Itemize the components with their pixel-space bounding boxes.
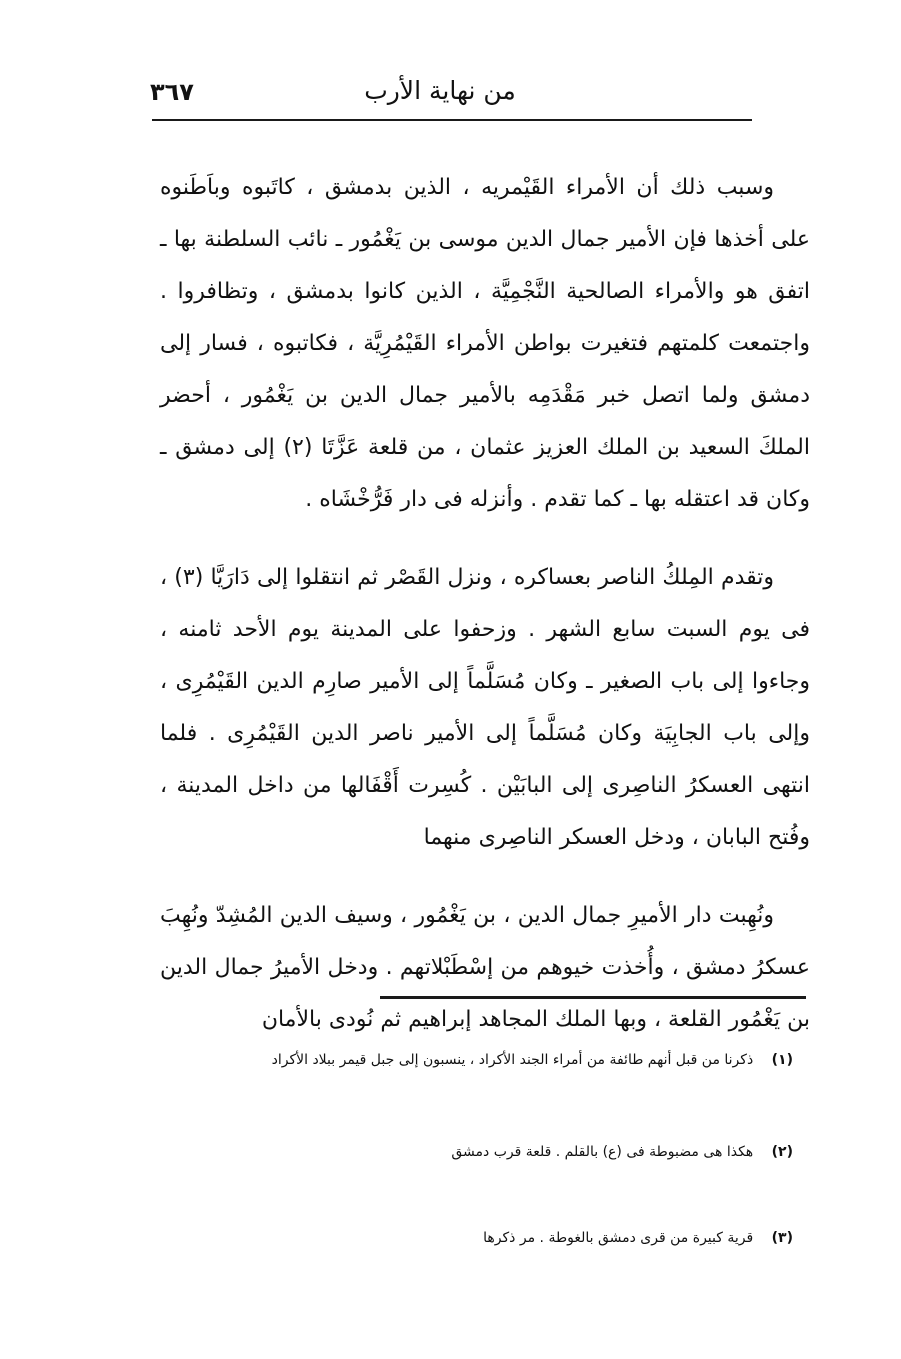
paragraph-2: وتقدم المِلكُ الناصر بعساكره ، ونزل القَصْر ثم انتقلوا إلى دَارَيَّا (٣) ، فى يوم السبت سابع الشهر . وزحفوا على المدينة يوم الأحد ثامنه ، وجاءوا إلى باب الصغير ـ وكان مُسَلَّماً إلى الأمير صارِم الدين القَيْمُرِى ، وإلى باب الجابِيَة وكان مُسَلَّماً إلى الأمير ناصر الدين القَيْمُرِى . فلما انتهى العسكرُ الناصِرى إلى البابَيْن . كُسِرت أَقْفَالها من داخل المدينة ، وفُتح البابان ، ودخل العسكر الناصِرى منهما xyxy=(160,565,810,850)
paragraph-3: ونُهِبت دار الأميرِ جمال الدين ، بن يَغْمُور ، وسيف الدين المُشِدّ ونُهِبَ عسكرُ دمشق ، وأُخذت خيوهم من إسْطَبْلاتهم . ودخل الأميرُ جمال الدين بن يَغْمُور القلعة ، وبها الملك المجاهد إبراهيم ثم نُودى بالأمان xyxy=(160,903,810,1032)
paragraph-1: وسبب ذلك أن الأمراء القَيْمريه ، الذين بدمشق ، كاتَبوه وباَطَنوه على أخذها فإن الأمير جمال الدين موسى بن يَغْمُور ـ نائب السلطنة بها ـ اتفق هو والأمراء الصالحية النَّجْمِيَّة ، الذين كانوا بدمشق ، وتظافروا . واجتمعت كلمتهم فتغيرت بواطن الأمراء القَيْمُرِيَّة ، فكاتبوه ، فسار إلى دمشق ولما اتصل خبر مَقْدَمِه بالأمير جمال الدين بن يَغْمُور ، أحضر الملكَ السعيد بن الملك العزيز عثمان ، من قلعة عَزَّتَا (٢) إلى دمشق ـ وكان قد اعتقله بها ـ كما تقدم . وأنزله فى دار فَرُّخْشَاه . xyxy=(160,175,810,512)
page-number: ٣٦٧ xyxy=(150,78,194,106)
footnote-number: (٢) xyxy=(771,1144,793,1160)
footnote-number: (١) xyxy=(771,1052,793,1068)
footnote-3 xyxy=(173,1228,793,1248)
footnote-text: قرية كبيرة من قرى دمشق بالغوطة . مر ذكرها xyxy=(483,1230,754,1246)
footnote-2 xyxy=(173,1142,793,1162)
main-text xyxy=(160,162,810,1046)
running-title: من نهاية الأرب xyxy=(364,76,516,105)
header-rule xyxy=(152,119,752,121)
footnote-text: ذكرنا من قبل أنهم طائفة من أمراء الجند الأكراد ، ينسبون إلى جبل قيمر ببلاد الأكراد xyxy=(271,1052,754,1068)
footnote-1 xyxy=(173,1050,793,1070)
footnote-rule xyxy=(380,996,806,999)
footnote-text: هكذا هى مضبوطة فى (ع) بالقلم . قلعة قرب دمشق xyxy=(451,1144,754,1160)
footnote-number: (٣) xyxy=(771,1230,793,1246)
